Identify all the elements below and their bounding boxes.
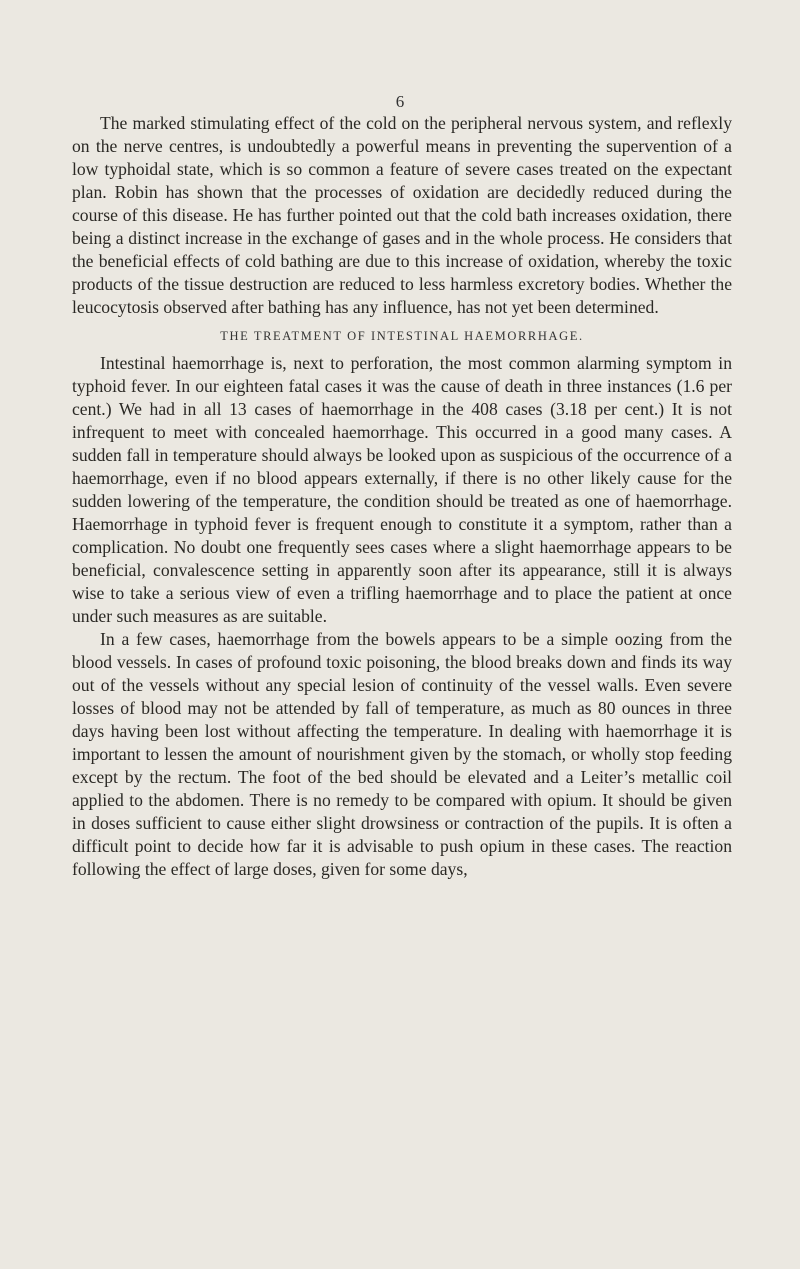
section-heading: THE TREATMENT OF INTESTINAL HAEMORRHAGE. [220,329,584,343]
body-text [72,112,732,881]
paragraph-haemorrhage-treatment: In a few cases, haemorrhage from the bowels appears to be a simple oozing from the blood vessels. In cases of profound toxic poisoning, the blood breaks down and finds its way out of the vessels without any special lesion of continuity of the vessel walls. Even severe losses of blood may not be attended by fall of temperature, as much as 80 ounces in three days having been lost without affecting the temperature. In dealing with haemorrhage it is important to lessen the amount of nourishment given by the stomach, or wholly stop feeding except by the rectum. The foot of the bed should be elevated and a Leiter’s metallic coil applied to the abdomen. There is no remedy to be compared with opium. It should be given in doses sufficient to cause either slight drowsiness or contraction of the pupils. It is often a difficult point to decide how far it is advisable to push opium in these cases. The reaction following the effect of large doses, given for some days, [72,629,732,879]
paragraph-cold-bath-effects: The marked stimulating effect of the cold on the peripheral nervous system, and reflexly on the nerve centres, is undoubtedly a powerful means in preventing the supervention of a low typhoidal state, which is so common a feature of severe cases treated on the expectant plan. Robin has shown that the processes of oxidation are decidedly reduced during the course of this disease. He has further pointed out that the cold bath increases oxidation, there being a distinct increase in the exchange of gases and in the whole process. He considers that the beneficial effects of cold bathing are due to this increase of oxidation, whereby the toxic products of the tissue destruction are reduced to less harmless excretory bodies. Whether the leucocytosis observed after bathing has any influence, has not yet been determined. [72,113,732,317]
paragraph-intestinal-haemorrhage: Intestinal haemorrhage is, next to perforation, the most common alarming symptom in typhoid fever. In our eighteen fatal cases it was the cause of death in three instances (1.6 per cent.) We had in all 13 cases of haemorrhage in the 408 cases (3.18 per cent.) It is not infrequent to meet with concealed haemorrhage. This occurred in a good many cases. A sudden fall in temperature should always be looked upon as suspicious of the occurrence of a haemorrhage, even if no blood appears externally, if there is no other likely cause for the sudden lowering of the temperature, the condition should be treated as one of haemorrhage. Haemorrhage in typhoid fever is frequent enough to constitute it a symptom, rather than a complication. No doubt one frequently sees cases where a slight haemorrhage appears to be beneficial, convalescence setting in apparently soon after its appearance, still it is always wise to take a serious view of even a trifling haemorrhage and to place the patient at once under such measures as are suitable. [72,353,732,626]
page-number: 6 [395,92,405,111]
